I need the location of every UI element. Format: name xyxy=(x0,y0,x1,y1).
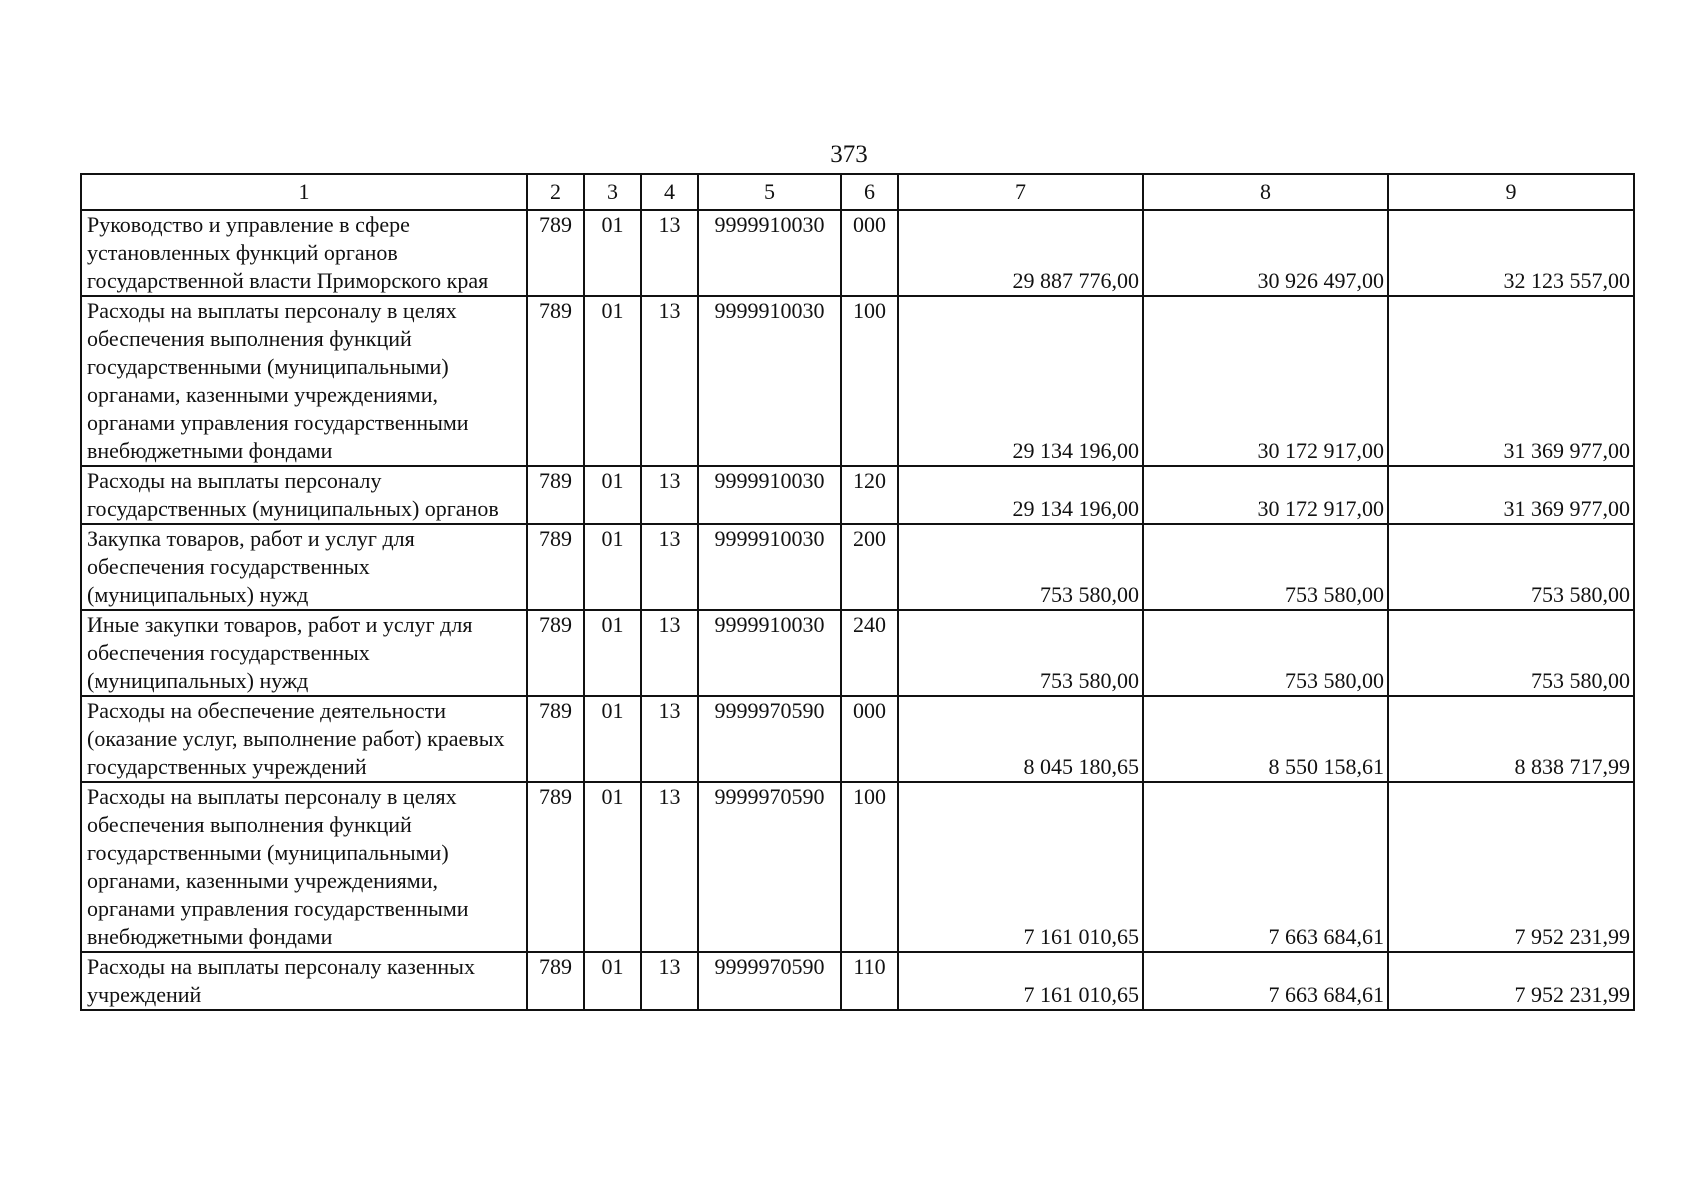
row-name: Расходы на обеспечение деятельности (оказание услуг, выполнение работ) краевых государственных учреждений xyxy=(81,696,527,782)
row-code-4: 13 xyxy=(641,466,698,524)
row-code-6: 200 xyxy=(841,524,898,610)
header-col-5: 5 xyxy=(698,174,841,210)
row-code-5: 9999910030 xyxy=(698,524,841,610)
row-code-2: 789 xyxy=(527,466,584,524)
header-col-4: 4 xyxy=(641,174,698,210)
row-code-2: 789 xyxy=(527,296,584,466)
row-amount-7: 29 134 196,00 xyxy=(898,296,1143,466)
header-col-2: 2 xyxy=(527,174,584,210)
row-amount-7: 753 580,00 xyxy=(898,610,1143,696)
row-code-3: 01 xyxy=(584,696,641,782)
row-code-4: 13 xyxy=(641,210,698,296)
budget-table xyxy=(80,173,1635,1011)
row-amount-7: 7 161 010,65 xyxy=(898,782,1143,952)
row-amount-9: 8 838 717,99 xyxy=(1388,696,1634,782)
row-code-4: 13 xyxy=(641,696,698,782)
row-code-3: 01 xyxy=(584,610,641,696)
row-code-2: 789 xyxy=(527,610,584,696)
row-name: Иные закупки товаров, работ и услуг для обеспечения государственных (муниципальных) нужд xyxy=(81,610,527,696)
row-code-5: 9999970590 xyxy=(698,952,841,1010)
row-code-3: 01 xyxy=(584,296,641,466)
row-amount-8: 753 580,00 xyxy=(1143,524,1388,610)
row-amount-8: 30 926 497,00 xyxy=(1143,210,1388,296)
table-row xyxy=(81,782,1634,952)
row-code-5: 9999970590 xyxy=(698,696,841,782)
row-code-4: 13 xyxy=(641,296,698,466)
row-code-3: 01 xyxy=(584,466,641,524)
row-code-6: 240 xyxy=(841,610,898,696)
row-code-5: 9999910030 xyxy=(698,466,841,524)
row-code-4: 13 xyxy=(641,524,698,610)
header-col-9: 9 xyxy=(1388,174,1634,210)
row-amount-7: 7 161 010,65 xyxy=(898,952,1143,1010)
header-col-6: 6 xyxy=(841,174,898,210)
row-code-6: 110 xyxy=(841,952,898,1010)
table-row xyxy=(81,610,1634,696)
row-amount-9: 753 580,00 xyxy=(1388,524,1634,610)
row-amount-8: 7 663 684,61 xyxy=(1143,952,1388,1010)
row-code-2: 789 xyxy=(527,696,584,782)
row-code-2: 789 xyxy=(527,952,584,1010)
table-row xyxy=(81,210,1634,296)
row-code-5: 9999910030 xyxy=(698,296,841,466)
row-amount-7: 8 045 180,65 xyxy=(898,696,1143,782)
row-name: Закупка товаров, работ и услуг для обеспечения государственных (муниципальных) нужд xyxy=(81,524,527,610)
row-code-2: 789 xyxy=(527,524,584,610)
row-amount-9: 31 369 977,00 xyxy=(1388,466,1634,524)
table-row xyxy=(81,466,1634,524)
row-amount-8: 753 580,00 xyxy=(1143,610,1388,696)
header-col-8: 8 xyxy=(1143,174,1388,210)
header-col-3: 3 xyxy=(584,174,641,210)
row-name: Расходы на выплаты персоналу казенных учреждений xyxy=(81,952,527,1010)
row-code-5: 9999910030 xyxy=(698,610,841,696)
row-code-5: 9999910030 xyxy=(698,210,841,296)
header-row xyxy=(81,174,1634,210)
header-col-7: 7 xyxy=(898,174,1143,210)
row-code-6: 000 xyxy=(841,696,898,782)
row-code-2: 789 xyxy=(527,782,584,952)
row-code-3: 01 xyxy=(584,782,641,952)
row-amount-8: 8 550 158,61 xyxy=(1143,696,1388,782)
table-row xyxy=(81,296,1634,466)
row-code-3: 01 xyxy=(584,210,641,296)
row-name: Расходы на выплаты персоналу в целях обеспечения выполнения функций государственными (муниципальными) органами, казенными учреждениями, органами управления государственными внебюджетными фондами xyxy=(81,782,527,952)
row-code-6: 100 xyxy=(841,782,898,952)
row-name: Расходы на выплаты персоналу государственных (муниципальных) органов xyxy=(81,466,527,524)
row-code-4: 13 xyxy=(641,610,698,696)
page-number: 373 xyxy=(830,141,868,168)
table-row xyxy=(81,524,1634,610)
header-col-1: 1 xyxy=(81,174,527,210)
row-amount-9: 753 580,00 xyxy=(1388,610,1634,696)
row-code-6: 000 xyxy=(841,210,898,296)
row-amount-8: 7 663 684,61 xyxy=(1143,782,1388,952)
table-row xyxy=(81,952,1634,1010)
row-amount-9: 31 369 977,00 xyxy=(1388,296,1634,466)
row-name: Руководство и управление в сфере установленных функций органов государственной власти Приморского края xyxy=(81,210,527,296)
row-amount-9: 7 952 231,99 xyxy=(1388,952,1634,1010)
row-amount-7: 29 134 196,00 xyxy=(898,466,1143,524)
row-amount-9: 32 123 557,00 xyxy=(1388,210,1634,296)
row-code-3: 01 xyxy=(584,524,641,610)
row-amount-8: 30 172 917,00 xyxy=(1143,296,1388,466)
row-amount-9: 7 952 231,99 xyxy=(1388,782,1634,952)
row-code-5: 9999970590 xyxy=(698,782,841,952)
row-amount-7: 753 580,00 xyxy=(898,524,1143,610)
row-amount-7: 29 887 776,00 xyxy=(898,210,1143,296)
row-name: Расходы на выплаты персоналу в целях обеспечения выполнения функций государственными (муниципальными) органами, казенными учреждениями, органами управления государственными внебюджетными фондами xyxy=(81,296,527,466)
row-code-4: 13 xyxy=(641,952,698,1010)
row-code-6: 120 xyxy=(841,466,898,524)
row-code-2: 789 xyxy=(527,210,584,296)
row-code-6: 100 xyxy=(841,296,898,466)
row-code-4: 13 xyxy=(641,782,698,952)
row-code-3: 01 xyxy=(584,952,641,1010)
row-amount-8: 30 172 917,00 xyxy=(1143,466,1388,524)
table-row xyxy=(81,696,1634,782)
